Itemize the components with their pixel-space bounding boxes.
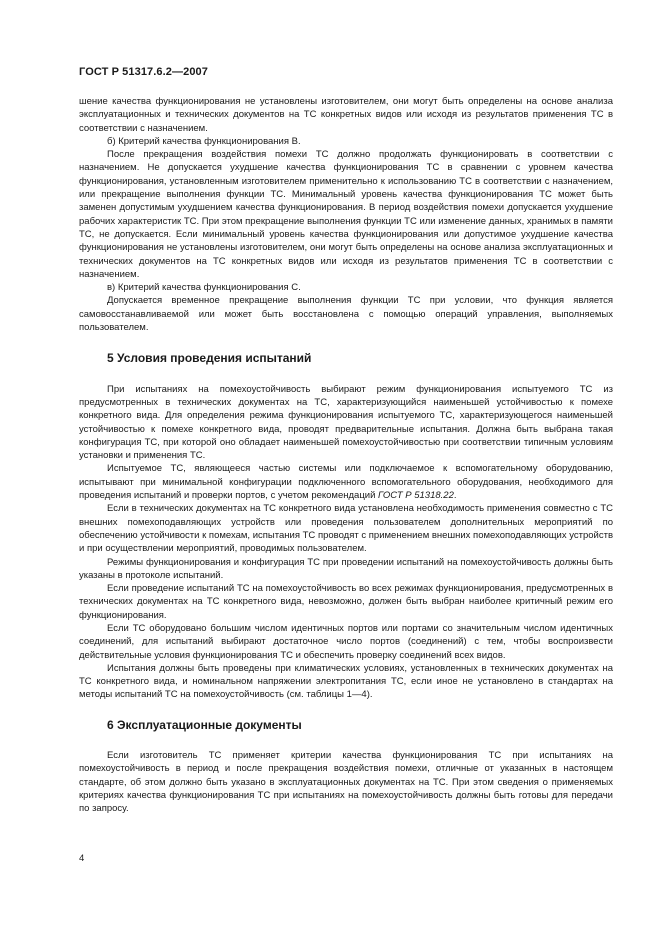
criterion-b-text: После прекращения воздействия помехи ТС должно продолжать функционировать в соответствии с назначением. Не допускается ухудшение качества функционирования ТС в сравнении с уровнем качества функционирования, установленным изготовителем применительно к использованию ТС в соответствии с назначением, или прекращение выполнения функции ТС. Минимальный уровень качества функционирования ТС может быть заменен допустимым ухудшением качества функционирования. В период воздействия помехи допускается ухудшение рабочих характеристик ТС. При этом прекращение выполнения функции ТС или изменение данных, хранимых в памяти ТС, не допускается. Если минимальный уровень качества функционирования или допустимое ухудшение качества функционирования не установлены изготовителем, они могут быть определены на основе анализа эксплуатационных и технических документов на ТС конкретных видов или исходя из результатов применения ТС в соответствии с назначением. [79,149,613,280]
section-5-paragraph: Режимы функционирования и конфигурация ТС при проведении испытаний на помехоустойчивость должны быть указаны в протоколе испытаний. [79,556,613,581]
section-5-paragraph: Если проведение испытаний ТС на помехоустойчивость во всех режимах функционирования, предусмотренных в технических документах на ТС конкретного вида, невозможно, должен быть выбран наиболее критичный режим его функционирования. [79,583,613,621]
section-6-paragraph: Если изготовитель ТС применяет критерии качества функционирования ТС при испытаниях на помехоустойчивость в период и после прекращения воздействия помехи, отличные от указанных в настоящем стандарте, об этом должно быть указано в эксплуатационных документах на ТС. При этом сведения о применяемых критериях качества функционирования ТС при испытаниях на помехоустойчивость должны быть готовы для передачи по запросу. [79,750,613,815]
page-number: 4 [79,853,85,864]
section-5-paragraph: Испытания должны быть проведены при климатических условиях, установленных в технических документах на ТС конкретного вида, и номинальном напряжении электропитания ТС, если иное не установлено в стандартах на методы испытаний ТС на помехоустойчивость (см. таблицы 1—4). [79,662,613,701]
criterion-c-text: Допускается временное прекращение выполнения функции ТС при условии, что функция является самовосстанавливаемой или может быть восстановлена с помощью операций управления, выполняемых пользователем. [79,295,613,334]
document-header: ГОСТ Р 51317.6.2—2007 [79,66,208,78]
paragraph-text: Испытуемое ТС, являющееся частью системы или подключаемое к вспомогательному оборудованию, испытывают при минимальной конфигурации подключенного вспомогательного оборудования, необходимого для проведения испытаний и проверки портов, с учетом рекомендаций [79,463,613,502]
section-5-paragraph: При испытаниях на помехоустойчивость выбирают режим функционирования испытуемого ТС из предусмотренных в технических документах на ТС, характеризующийся наименьшей устойчивостью к помехе конкретного вида. Для определения режима функционирования испытуемого ТС, характеризующегося наименьшей устойчивостью к помехе конкретного вида, проводят предварительные испытания. Должна быть выбрана такая конфигурация ТС, при которой оно обладает наименьшей помехоустойчивостью при соответствии типичным условиям установки и применения ТС. [79,383,613,462]
document-body [79,95,613,816]
section-5-paragraph: Если ТС оборудовано большим числом идентичных портов или портами со значительным числом идентичных соединений, для испытаний выбирают достаточное число портов (соединений) с тем, чтобы воспроизвести действительные условия функционирования ТС и обеспечить проверку соединений всех видов. [79,622,613,661]
paragraph-end: . [453,490,457,502]
section-5-heading: 5 Условия проведения испытаний [107,351,312,366]
section-5-paragraph-ref [79,462,613,502]
standard-reference: ГОСТ Р 51318.22 [378,490,454,502]
criterion-b-label: б) Критерий качества функционирования В. [107,135,301,147]
criterion-c-label: в) Критерий качества функционирования С. [107,282,301,294]
section-5-paragraph: Если в технических документах на ТС конкретного вида установлена необходимость применения совместно с ТС внешних помехоподавляющих устройств или проведения пользователем дополнительных мероприятий по обеспечению устойчивости к помехам, испытания ТС проводят с применением внешних помехоподавляющих устройств и при осуществлении мероприятий, проводимых пользователем. [79,503,613,555]
section-6-heading: 6 Эксплуатационные документы [107,717,302,732]
paragraph-continued: шение качества функционирования не установлены изготовителем, они могут быть определены на основе анализа эксплуатационных и технических документов на ТС конкретных видов или исходя из результатов применения ТС в соответствии с назначением. [79,96,613,134]
